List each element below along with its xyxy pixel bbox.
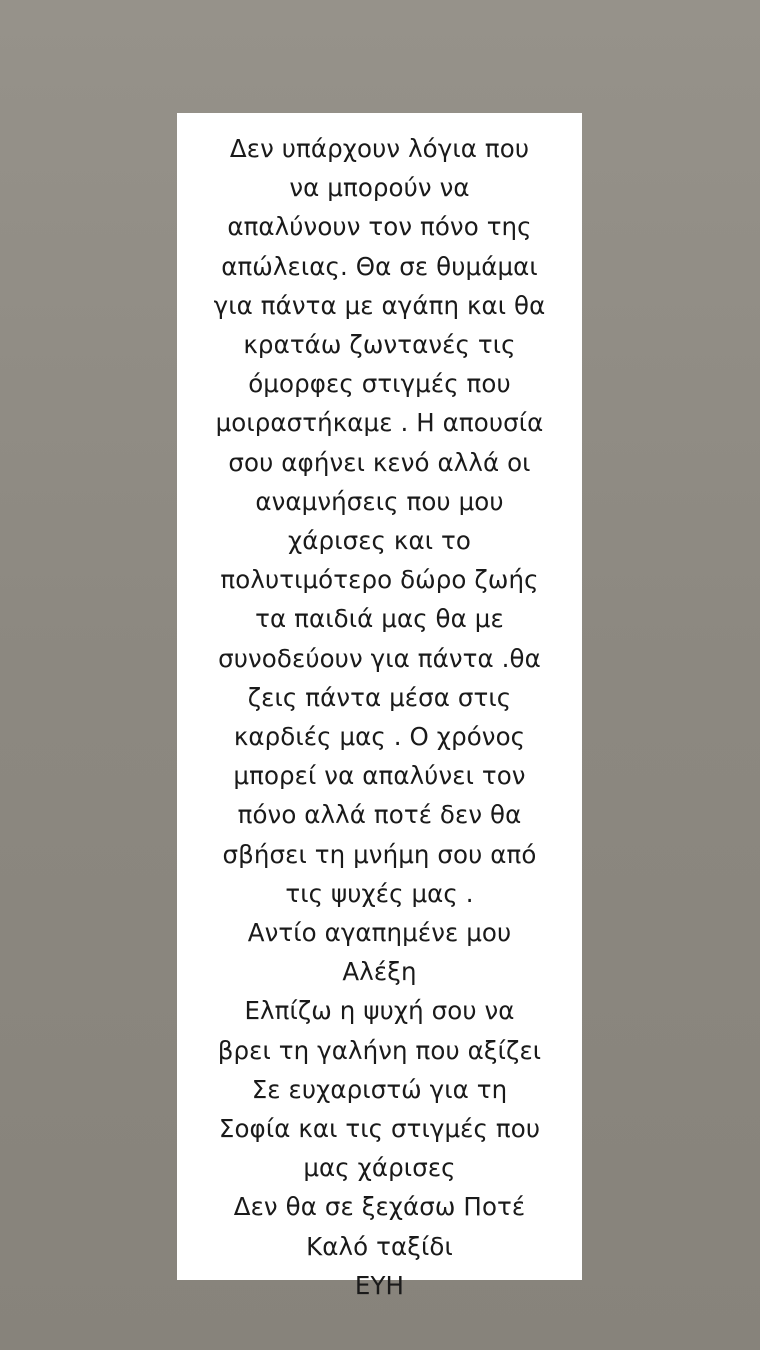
text-line: σβήσει τη μνήμη σου από: [222, 839, 537, 869]
text-line: σου αφήνει κενό αλλά οι: [228, 447, 531, 477]
text-line: συνοδεύουν για πάντα .θα: [218, 643, 541, 673]
text-line: για πάντα με αγάπη και θα: [213, 290, 546, 320]
text-line: ΕΥΗ: [354, 1270, 405, 1300]
text-card: [177, 113, 582, 1300]
text-line: Σοφία και τις στιγμές που: [218, 1114, 541, 1144]
text-line: κρατάω ζωντανές τις: [243, 330, 516, 360]
text-line: Καλό ταξίδι: [306, 1231, 453, 1261]
text-line: Αλέξη: [342, 957, 417, 987]
text-line: ζεις πάντα μέσα στις: [247, 682, 512, 712]
text-line: μοιραστήκαμε . Η απουσία: [215, 408, 544, 438]
text-line: αναμνήσεις που μου: [255, 486, 504, 516]
text-line: απώλειας. Θα σε θυμάμαι: [221, 251, 538, 281]
text-line: Σε ευχαριστώ για τη: [251, 1074, 508, 1104]
text-line: Ελπίζω η ψυχή σου να: [244, 996, 515, 1026]
text-line: Δεν υπάρχουν λόγια που: [229, 134, 530, 163]
text-line: να μπορούν να: [289, 173, 470, 203]
text-line: βρει τη γαλήνη που αξίζει: [217, 1035, 542, 1065]
text-line: μας χάρισες: [303, 1153, 456, 1183]
text-line: Αντίο αγαπημένε μου: [247, 918, 512, 948]
text-line: Δεν θα σε ξεχάσω Ποτέ: [233, 1192, 526, 1222]
text-line: απαλύνουν τον πόνο της: [227, 212, 532, 242]
text-line: τα παιδιά μας θα με: [255, 604, 504, 634]
text-line: μπορεί να απαλύνει τον: [233, 761, 526, 791]
text-line: πόνο αλλά ποτέ δεν θα: [237, 800, 522, 830]
text-line: χάρισες και το: [288, 526, 471, 556]
text-line: τις ψυχές μας .: [285, 878, 474, 908]
text-line: πολυτιμότερο δώρο ζωής: [220, 565, 539, 595]
text-line: όμορφες στιγμές που: [248, 369, 511, 399]
text-line: καρδιές μας . Ο χρόνος: [233, 722, 526, 752]
